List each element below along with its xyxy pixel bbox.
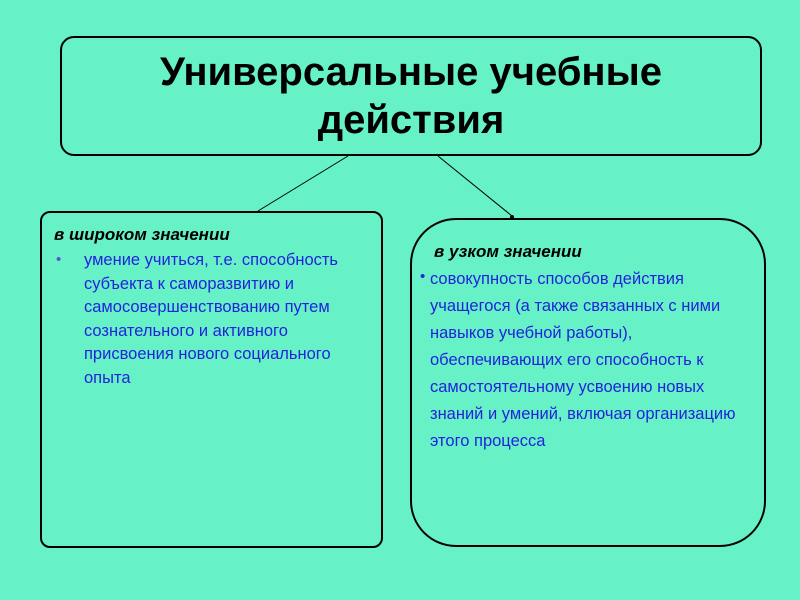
narrow-meaning-box bbox=[410, 218, 766, 547]
bullet-icon: • bbox=[56, 251, 62, 268]
title-box bbox=[60, 36, 762, 156]
bullet-icon: • bbox=[420, 268, 426, 285]
broad-meaning-box bbox=[40, 211, 383, 548]
connector-line-left bbox=[258, 156, 348, 211]
diagram-title: Универсальные учебные действия bbox=[160, 50, 662, 142]
connector-line-right bbox=[438, 156, 512, 216]
narrow-meaning-heading: в узком значении bbox=[434, 242, 582, 261]
broad-meaning-heading: в широком значении bbox=[54, 225, 230, 244]
broad-meaning-text: умение учиться, т.е. способность субъекта к саморазвитию и самосовершенствованию путем сознательного и активного присвоения нового социального опыта bbox=[84, 251, 339, 387]
narrow-meaning-text: совокупность способов действия учащегося (а также связанных с ними навыков учебной работы), обеспечивающих его способность к самостоятельному усвоению новых знаний и умений, включая организацию этого процесса bbox=[430, 270, 736, 450]
